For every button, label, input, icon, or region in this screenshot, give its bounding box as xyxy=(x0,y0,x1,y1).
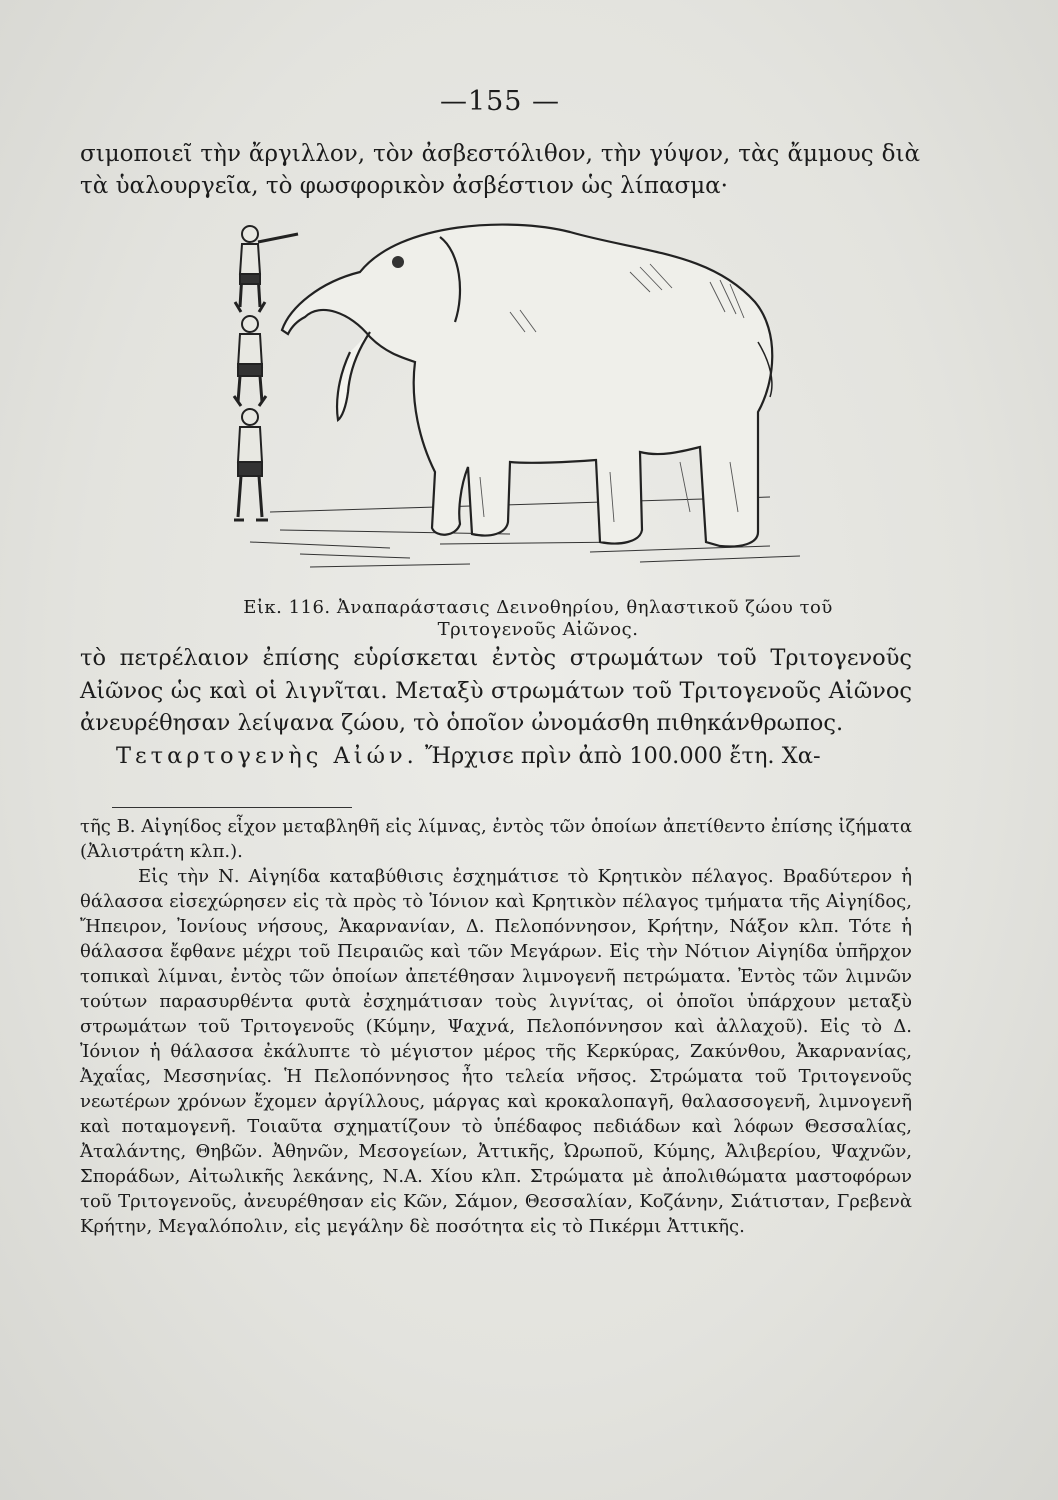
main-text xyxy=(80,642,912,772)
figure-caption: Εἰκ. 116. Ἀναπαράστασις Δεινοθηρίου, θηλαστικοῦ ζώου τοῦ Τριτογενοῦς Αἰῶνος. xyxy=(243,597,833,640)
section-heading: Τεταρτογενὴς Αἰών. xyxy=(116,742,418,769)
section-text: Ἤρχισε πρὶν ἀπὸ 100.000 ἔτη. Χα- xyxy=(424,742,821,769)
main-paragraph: τὸ πετρέλαιον ἐπίσης εὑρίσκεται ἐντὸς στρωμάτων τοῦ Τριτογενοῦς Αἰῶνος ὡς καὶ οἱ λιγνῖται. Μεταξὺ στρωμάτων τοῦ Τριτογενοῦς Αἰῶνος ἀνευρέθησαν λείψανα ζώου, τὸ ὁποῖον ὠνομάσθη πιθηκάνθρωπος. xyxy=(80,645,912,736)
footnote-paragraph-2: Εἰς τὴν Ν. Αἰγηίδα καταβύθισις ἐσχημάτισε τὸ Κρητικὸν πέλαγος. Βραδύτερον ἡ θάλασσα εἰσεχώρησεν εἰς τὰ πρὸς τὸ Ἰόνιον καὶ Κρητικὸν πέλαγος τμήματα τῆς Αἰγηίδος, Ἤπειρον, Ἰονίους νήσους, Ἀκαρνανίαν, Δ. Πελοπόννησον, Κρήτην, Νάξον κλπ. Τότε ἡ θάλασσα ἔφθανε μέχρι τοῦ Πειραιῶς καὶ τῶν Μεγάρων. Εἰς τὴν Νότιον Αἰγηίδα ὑπῆρχον τοπικαὶ λίμναι, ἐντὸς τῶν ὁποίων ἀπετέθησαν λιμνογενῆ πετρώματα. Ἐντὸς τῶν λιμνῶν τούτων παρασυρθέντα φυτὰ ἐσχημάτισαν τοὺς λιγνίτας, οἱ ὁποῖοι ὑπάρχουν μεταξὺ στρωμάτων τοῦ Τριτογενοῦς (Κύμην, Ψαχνά, Πελοπόννησον καὶ ἀλλαχοῦ). Εἰς τὸ Δ. Ἰόνιον ἡ θάλασσα ἐκάλυπτε τὸ μέγιστον μέρος τῆς Κερκύρας, Ζακύνθου, Ἀκαρνανίας, Ἀχαΐας, Μεσσηνίας. Ἡ Πελοπόννησος ἦτο τελεία νῆσος. Στρώματα τοῦ Τριτογενοῦς νεωτέρων χρόνων ἔχομεν ἀργίλλους, μάργας καὶ κροκαλοπαγῆ, θαλασσογενῆ, λιμνογενῆ καὶ ποταμογενῆ. Τοιαῦτα σχηματίζουν τὸ ὑπέδαφος πεδιάδων καὶ λόφων Θεσσαλίας, Ἀταλάντης, Θηβῶν. Ἀθηνῶν, Μεσογείων, Ἀττικῆς, Ὠρωποῦ, Κύμης, Ἀλιβερίου, Ψαχνῶν, Σποράδων, Αἰτωλικῆς λεκάνης, Ν.Α. Χίου κλπ. Στρώματα μὲ ἀπολιθώματα μαστοφόρων τοῦ Τριτογενοῦς, ἀνευρέθησαν εἰς Κῶν, Σάμον, Θεσσαλίαν, Κοζάνην, Σιάτισταν, Γρεβενὰ Κρήτην, Μεγαλόπολιν, εἰς μεγάλην δὲ ποσότητα εἰς τὸ Πικέρμι Ἀττικῆς. xyxy=(80,866,912,1237)
page-number: —155 — xyxy=(439,86,561,117)
elephant-figure xyxy=(282,225,772,547)
intro-paragraph: σιμοποιεῖ τὴν ἄργιλλον, τὸν ἀσβεστόλιθον, τὴν γύψον, τὰς ἄμμους διὰ τὰ ὑαλουργεῖα, τὸ φωσφορικὸν ἀσβέστιον ὡς λίπασμα· xyxy=(80,141,920,199)
footnote-paragraph-1: τῆς Β. Αἰγηίδος εἶχον μεταβληθῆ εἰς λίμνας, ἐντὸς τῶν ὁποίων ἀπετίθεντο ἐπίσης ἰζήματα (Ἀλιστράτη κλπ.). xyxy=(80,816,912,862)
footnote xyxy=(80,814,912,1239)
dinotherium-illustration xyxy=(210,212,810,590)
acrobats-figure xyxy=(234,226,298,520)
footnote-rule xyxy=(112,807,352,808)
section-line xyxy=(80,740,912,773)
